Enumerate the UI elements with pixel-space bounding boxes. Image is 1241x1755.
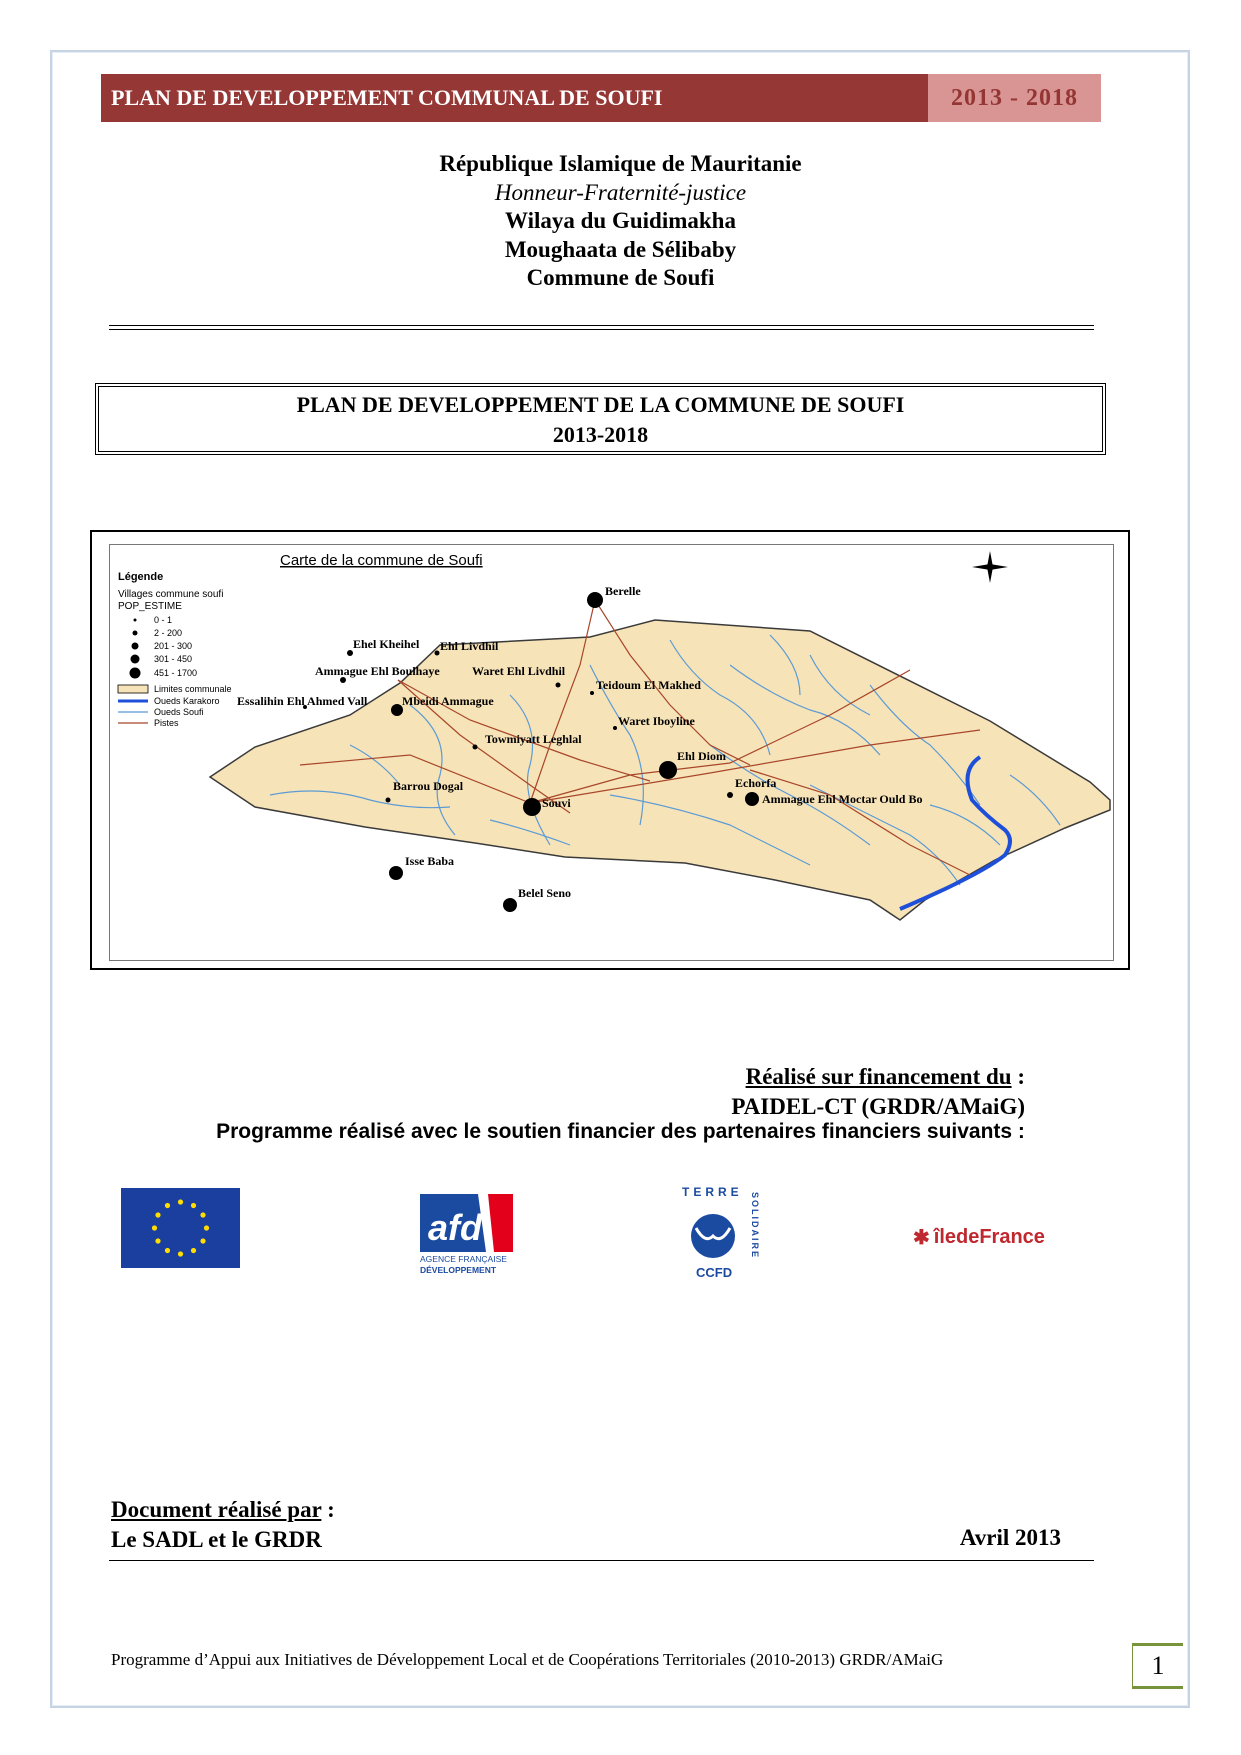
village-marker xyxy=(590,691,594,695)
header-band xyxy=(101,74,1101,122)
ccfd-terre-solidaire-logo xyxy=(680,1184,765,1287)
village-marker xyxy=(389,866,403,880)
village-label: Belel Seno xyxy=(518,886,571,900)
document-date: Avril 2013 xyxy=(959,1525,1061,1550)
village-label: Barrou Dogal xyxy=(393,779,464,793)
legend-line: Oueds Soufi xyxy=(154,707,204,717)
ile-de-france-logo xyxy=(913,1222,1053,1252)
ccfd-top: TERRE xyxy=(682,1185,743,1199)
financing-program: PAIDEL-CT (GRDR/AMaiG) xyxy=(731,1094,1025,1119)
document-author-block xyxy=(111,1495,335,1555)
village-label: Ehl Livdhil xyxy=(440,639,499,653)
idf-text: îledeFrance xyxy=(933,1225,1045,1248)
legend-class: 451 - 1700 xyxy=(154,668,198,678)
legend-line: Pistes xyxy=(154,718,179,728)
afd-logo xyxy=(420,1192,513,1276)
republic-block xyxy=(0,150,1241,293)
legend-class: 0 - 1 xyxy=(154,615,173,625)
village-marker xyxy=(503,898,517,912)
document-title-years: 2013-2018 xyxy=(552,422,649,447)
header-years: 2013 - 2018 xyxy=(928,74,1101,122)
footer-text: Programme d’Appui aux Initiatives de Développement Local et de Coopérations Territoriales (2010-2013) GRDR/AMaiG xyxy=(111,1650,944,1669)
village-marker xyxy=(386,798,391,803)
village-label: Essalihin Ehl Ahmed Vall xyxy=(237,694,368,708)
village-label: Ammague Ehl Boulhaye xyxy=(315,664,440,678)
republic-name: République Islamique de Mauritanie xyxy=(439,151,802,176)
ccfd-name: CCFD xyxy=(696,1265,733,1280)
idf-star-icon: ✱ xyxy=(913,1226,930,1249)
village-label: Ammague Ehl Moctar Ould Bo xyxy=(762,792,923,806)
village-marker xyxy=(473,745,478,750)
village-label: Waret Ehl Livdhil xyxy=(472,664,566,678)
village-label: Isse Baba xyxy=(405,854,455,868)
document-author-label: Document réalisé par xyxy=(111,1497,322,1522)
village-marker xyxy=(727,792,733,798)
north-arrow-icon xyxy=(972,551,1008,583)
village-marker xyxy=(523,798,541,816)
page-number: 1 xyxy=(1132,1643,1183,1689)
document-title: PLAN DE DEVELOPPEMENT DE LA COMMUNE DE SOUFI xyxy=(296,392,905,417)
document-author-label-line xyxy=(111,1495,335,1525)
partners-line: Programme réalisé avec le soutien financier des partenaires financiers suivants : xyxy=(216,1120,1025,1143)
afd-sub1: AGENCE FRANÇAISE xyxy=(420,1254,507,1264)
moughaata-name: Moughaata de Sélibaby xyxy=(504,236,737,262)
village-label: Ehel Kheihel xyxy=(353,637,420,651)
commune-name: Commune de Soufi xyxy=(526,265,715,290)
legend-class: 301 - 450 xyxy=(154,654,193,664)
village-label: Echorfa xyxy=(735,776,777,790)
village-label: Berelle xyxy=(605,584,641,598)
village-label: Ehl Diom xyxy=(677,749,727,763)
afd-letters: afd xyxy=(428,1207,482,1248)
village-label: Towmiyatt Leghlal xyxy=(485,732,582,746)
legend-class: 201 - 300 xyxy=(154,641,193,651)
legend-field: POP_ESTIME xyxy=(118,601,182,612)
bottom-rule xyxy=(109,1560,1094,1561)
document-authors: Le SADL et le GRDR xyxy=(111,1527,322,1552)
legend-title: Légende xyxy=(118,571,164,583)
soufi-map xyxy=(110,545,1113,960)
legend-layer: Villages commune soufi xyxy=(118,589,224,600)
legend-line: Limites communale xyxy=(154,684,232,694)
village-marker xyxy=(556,683,561,688)
village-label: Waret Iboyline xyxy=(618,714,695,728)
village-marker xyxy=(587,592,603,608)
village-label: Mbeidi Ammague xyxy=(402,694,494,708)
village-marker xyxy=(659,761,677,779)
village-marker xyxy=(745,792,759,806)
village-marker xyxy=(435,651,440,656)
document-author-colon: : xyxy=(321,1497,335,1522)
financing-label-line xyxy=(731,1062,1025,1092)
header-title: PLAN DE DEVELOPPEMENT COMMUNAL DE SOUFI xyxy=(101,74,928,122)
eu-flag-logo xyxy=(121,1188,240,1268)
map-title: Carte de la commune de Soufi xyxy=(280,552,483,569)
republic-motto: Honneur-Fraternité-justice xyxy=(494,179,747,205)
legend-line: Oueds Karakoro xyxy=(154,696,220,706)
ccfd-side: SOLIDAIRE xyxy=(750,1192,760,1260)
wilaya-name: Wilaya du Guidimakha xyxy=(505,208,736,233)
financing-label: Réalisé sur financement du xyxy=(745,1064,1012,1089)
financing-block xyxy=(731,1062,1025,1122)
financing-colon: : xyxy=(1011,1064,1025,1089)
document-title-box xyxy=(98,386,1103,452)
double-rule xyxy=(109,325,1094,330)
village-label: Souvi xyxy=(542,796,571,810)
village-marker xyxy=(613,726,617,730)
map-canvas xyxy=(109,544,1114,961)
map-legend xyxy=(118,571,232,728)
eu-stars-icon xyxy=(152,1199,209,1256)
afd-sub2: DÉVELOPPEMENT xyxy=(420,1265,497,1275)
village-label: Teidoum El Makhed xyxy=(596,678,701,692)
map-figure xyxy=(90,530,1130,970)
legend-class: 2 - 200 xyxy=(154,628,183,638)
